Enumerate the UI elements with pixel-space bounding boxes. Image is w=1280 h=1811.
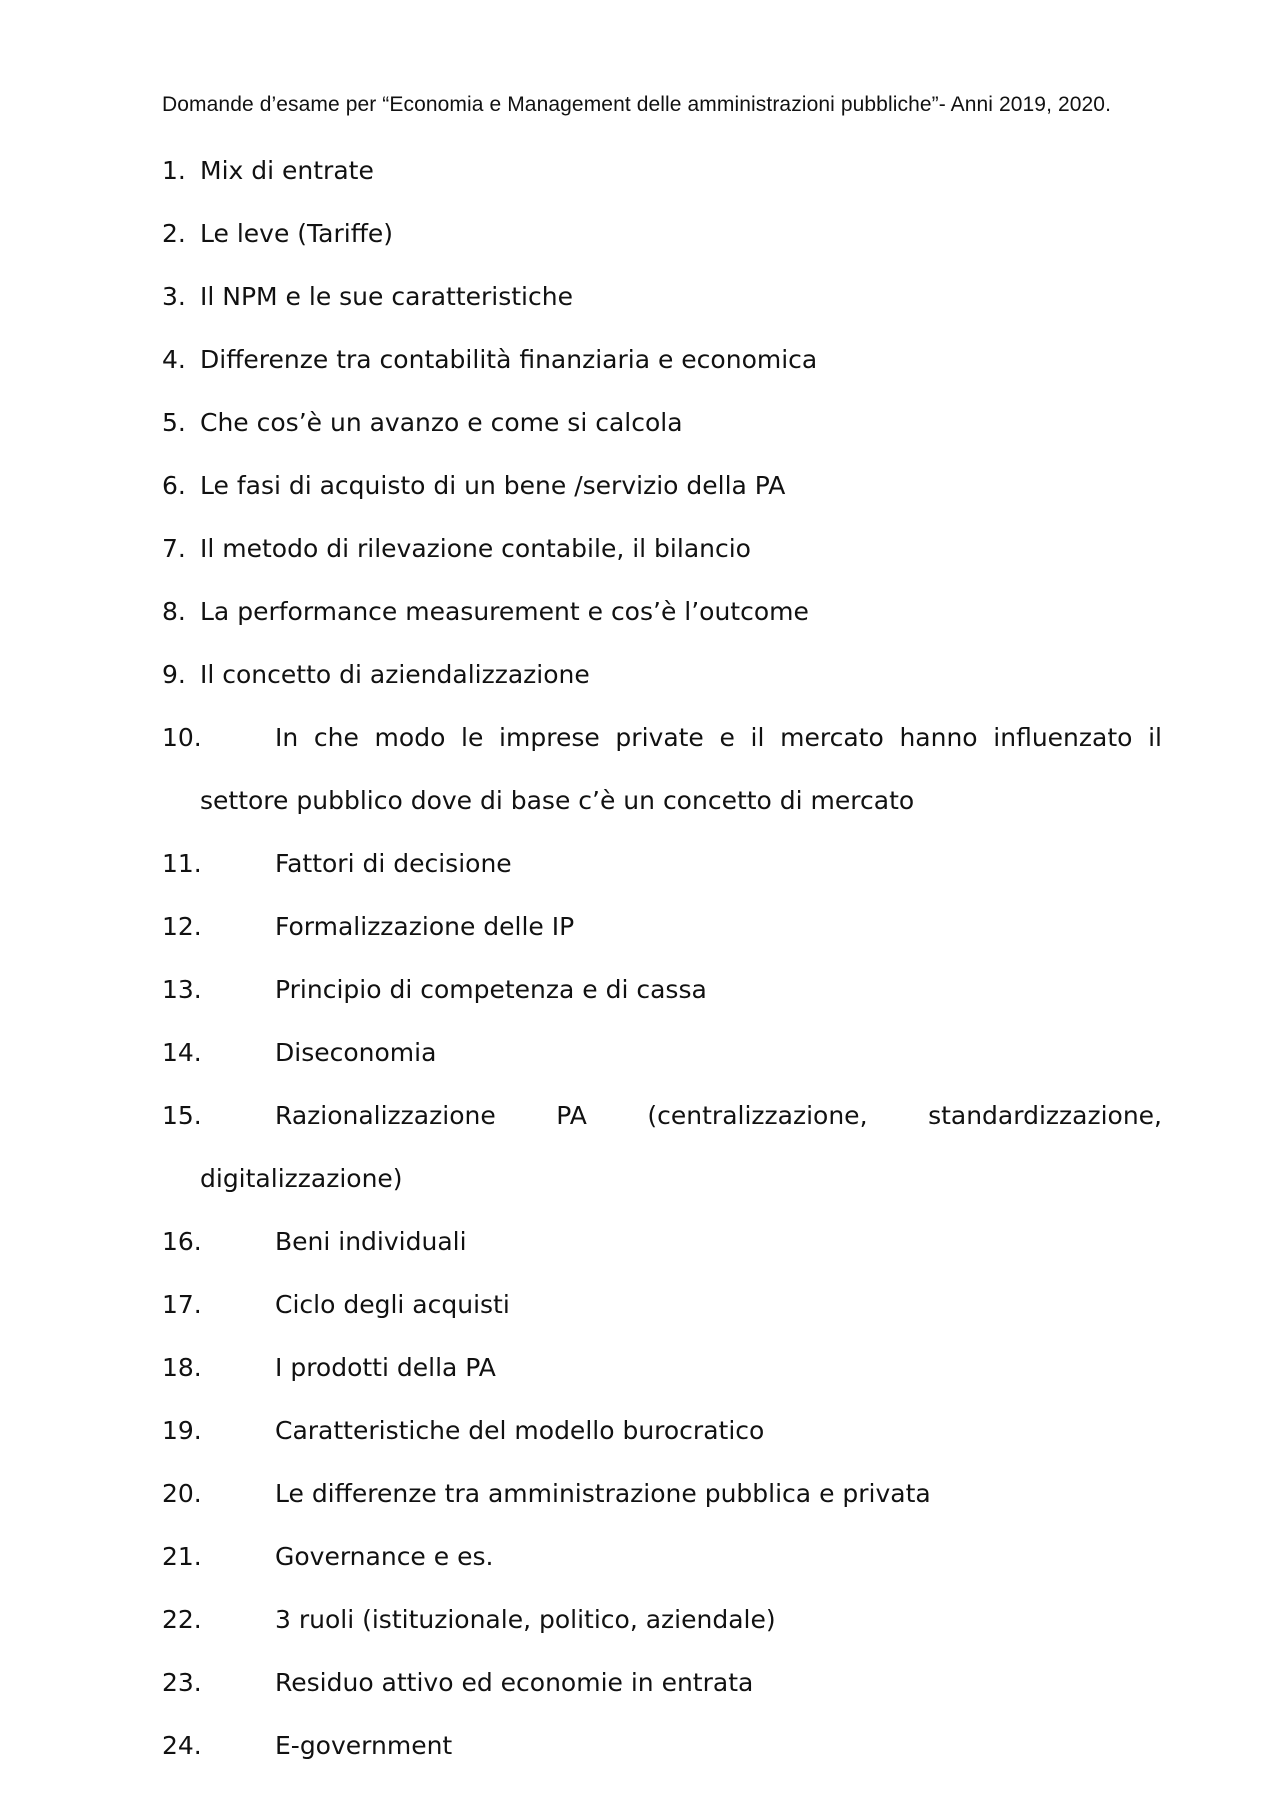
question-item xyxy=(162,139,1162,202)
question-number: 5. xyxy=(162,408,186,437)
question-text: Le leve (Tariffe) xyxy=(200,219,394,248)
question-item xyxy=(162,1651,1162,1714)
question-text: Fattori di decisione xyxy=(275,849,512,878)
question-text: Il NPM e le sue caratteristiche xyxy=(200,282,573,311)
question-text: Beni individuali xyxy=(275,1227,467,1256)
question-item xyxy=(162,1588,1162,1651)
question-number: 14. xyxy=(162,1038,202,1067)
question-item xyxy=(162,328,1162,391)
question-text: Residuo attivo ed economie in entrata xyxy=(275,1668,754,1697)
question-text: Differenze tra contabilità finanziaria e economica xyxy=(200,345,818,374)
question-item xyxy=(162,895,1162,958)
question-number: 21. xyxy=(162,1542,202,1571)
question-text: 3 ruoli (istituzionale, politico, aziendale) xyxy=(275,1605,776,1634)
question-item xyxy=(162,1273,1162,1336)
question-item xyxy=(162,832,1162,895)
question-number: 19. xyxy=(162,1416,202,1445)
question-number: 23. xyxy=(162,1668,202,1697)
question-text: Principio di competenza e di cassa xyxy=(275,975,707,1004)
question-item xyxy=(162,454,1162,517)
question-text: Il metodo di rilevazione contabile, il bilancio xyxy=(200,534,751,563)
question-number: 12. xyxy=(162,912,202,941)
question-text: Le fasi di acquisto di un bene /servizio della PA xyxy=(200,471,786,500)
question-number: 17. xyxy=(162,1290,202,1319)
question-number: 3. xyxy=(162,282,186,311)
question-text: Formalizzazione delle IP xyxy=(275,912,575,941)
question-text: Che cos’è un avanzo e come si calcola xyxy=(200,408,683,437)
question-number: 20. xyxy=(162,1479,202,1508)
question-text: La performance measurement e cos’è l’outcome xyxy=(200,597,809,626)
question-number: 6. xyxy=(162,471,186,500)
question-item xyxy=(162,1021,1162,1084)
question-text: Governance e es. xyxy=(275,1542,494,1571)
question-number: 22. xyxy=(162,1605,202,1634)
question-text: In che modo le imprese private e il mercato hanno influenzato il settore pubblico dove di base c’è un concetto di mercato xyxy=(200,723,1162,815)
question-item xyxy=(162,1399,1162,1462)
question-item xyxy=(162,1525,1162,1588)
question-number: 11. xyxy=(162,849,202,878)
question-number: 24. xyxy=(162,1731,202,1760)
question-number: 8. xyxy=(162,597,186,626)
question-item xyxy=(162,1714,1162,1777)
question-number: 13. xyxy=(162,975,202,1004)
question-item xyxy=(162,1336,1162,1399)
question-item xyxy=(162,517,1162,580)
question-text: Diseconomia xyxy=(275,1038,437,1067)
question-number: 4. xyxy=(162,345,186,374)
question-item xyxy=(162,1210,1162,1273)
question-text: Le differenze tra amministrazione pubblica e privata xyxy=(275,1479,931,1508)
question-text: Razionalizzazione PA (centralizzazione, standardizzazione, digitalizzazione) xyxy=(200,1101,1162,1193)
question-item xyxy=(162,958,1162,1021)
question-number: 16. xyxy=(162,1227,202,1256)
question-number: 10. xyxy=(162,723,202,752)
document-header: Domande d’esame per “Economia e Management delle amministrazioni pubbliche”- Anni 2019, 2020. xyxy=(162,93,1111,116)
question-number: 9. xyxy=(162,660,186,689)
question-item xyxy=(162,1084,1162,1210)
question-item xyxy=(162,1462,1162,1525)
question-text: Caratteristiche del modello burocratico xyxy=(275,1416,765,1445)
question-number: 7. xyxy=(162,534,186,563)
question-item xyxy=(162,202,1162,265)
question-text: E-government xyxy=(275,1731,453,1760)
question-text: Il concetto di aziendalizzazione xyxy=(200,660,590,689)
question-number: 15. xyxy=(162,1101,202,1130)
question-number: 18. xyxy=(162,1353,202,1382)
question-text: I prodotti della PA xyxy=(275,1353,496,1382)
question-text: Ciclo degli acquisti xyxy=(275,1290,510,1319)
question-text: Mix di entrate xyxy=(200,156,374,185)
question-item xyxy=(162,265,1162,328)
question-item xyxy=(162,643,1162,706)
question-item xyxy=(162,391,1162,454)
question-item xyxy=(162,706,1162,832)
question-list xyxy=(162,139,1162,1777)
question-item xyxy=(162,580,1162,643)
question-number: 2. xyxy=(162,219,186,248)
question-number: 1. xyxy=(162,156,186,185)
